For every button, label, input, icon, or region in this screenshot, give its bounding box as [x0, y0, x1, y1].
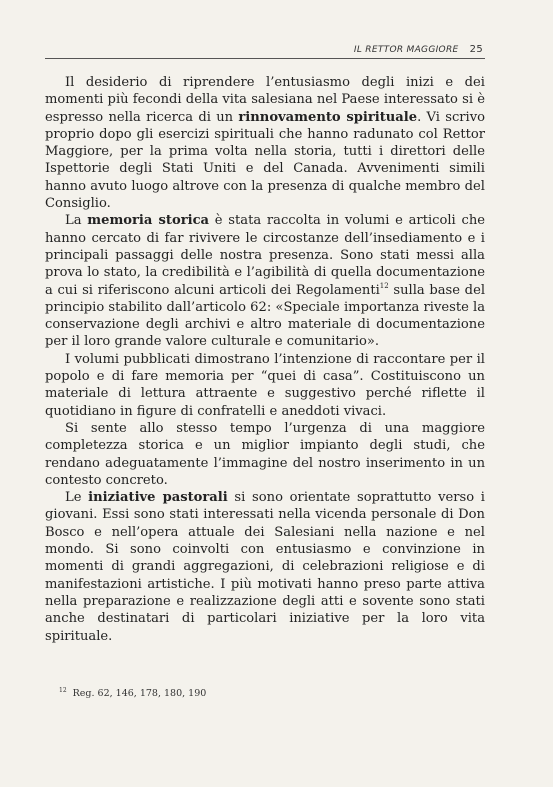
paragraph-urgenza: Si sente allo stesso tempo l’urgenza di una maggiore completezza storica e un miglior impianto degli studi, che rendano adeguatamente l’immagine del nostro inserimento in un contesto concreto.: [45, 420, 485, 488]
text-run: La: [65, 213, 88, 229]
footnote-ref: 12: [379, 281, 389, 290]
paragraph-volumi: I volumi pubblicati dimostrano l’intenzione di raccontare per il popolo e di fare memoria per “quei di casa”. Costituiscono un materiale di lettura attraente e suggestivo perché riflette il quotidiano in figure di confratelli e aneddoti vivaci.: [45, 351, 485, 419]
running-header: [45, 44, 483, 55]
running-title: IL RETTOR MAGGIORE: [353, 45, 459, 55]
text-run: . Vi scrivo proprio dopo gli esercizi spirituali che hanno radunato col Rettor Maggiore, per la prima volta nella storia, tutti i direttori delle Ispettorie degli Stati Uniti e del Canada. Avvenimenti simili hanno avuto luogo altrove con la presenza di qualche membro del Consiglio.: [45, 109, 486, 212]
text-run: Il desiderio di riprendere l’entusiasmo degli inizi e dei momenti più fecondi della vita salesiana nel Paese interessato si è espresso nella ricerca di un: [45, 75, 485, 125]
footnote-mark: 12: [59, 687, 67, 694]
paragraph-rinnovamento: [45, 74, 485, 212]
paragraph-iniziative: [45, 489, 485, 645]
emphasis: memoria storica: [87, 213, 210, 229]
header-rule: [45, 58, 485, 59]
paragraph-memoria: [45, 212, 485, 350]
footnote: [59, 688, 206, 699]
footnote-text: Reg. 62, 146, 178, 180, 190: [72, 688, 207, 699]
emphasis: iniziative pastorali: [88, 490, 228, 506]
emphasis: rinnovamento spirituale: [238, 109, 418, 125]
text-run: Le: [65, 490, 89, 506]
body-text: [45, 74, 485, 645]
text-run: sulla base del principio stabilito dall’articolo 62: «Speciale importanza riveste la conservazione degli archivi e altro materiale di documentazione per il loro grande valore culturale e comunitario».: [45, 282, 486, 350]
text-run: è stata raccolta in volumi e articoli che hanno cercato di far rivivere le circostanze dell’insediamento e i principali passaggi delle nostra presenza. Sono stati messi alla prova lo stato, la credibilità e l’agibilità di quella documentazione a cui si riferiscono alcuni articoli dei Regolamenti: [45, 213, 486, 298]
page-number: 25: [469, 44, 483, 55]
text-run: si sono orientate soprattutto verso i giovani. Essi sono stati interessati nella vicenda personale di Don Bosco e nell’opera attuale dei Salesiani nella nazione e nel mondo. Si sono coinvolti con entusiasmo e convinzione in momenti di grandi aggregazioni, di celebrazioni religiose e di manifestazioni artistiche. I più motivati hanno preso parte attiva nella preparazione e realizzazione degli atti e sovente sono stati anche destinatari di particolari iniziative per la loro vita spirituale.: [45, 490, 485, 644]
